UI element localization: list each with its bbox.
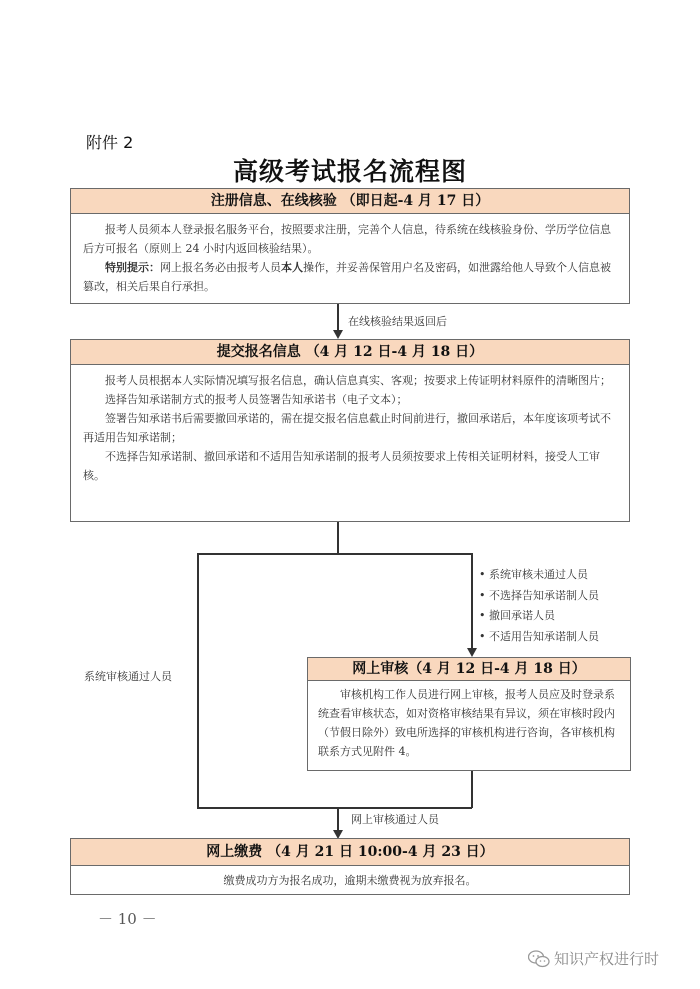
step1-box [70,188,630,304]
tip-text-before: 网上报名务必由报考人员 [160,261,281,274]
right-branch-line [471,553,473,649]
step4-body [71,866,629,890]
left-branch-note: 系统审核通过人员 [84,670,172,683]
join-horizontal [197,807,472,809]
step1-body [71,214,629,296]
tip-label: 特别提示： [105,261,160,274]
arrow1-head [333,330,343,339]
step2-heading: 提交报名信息 （4 月 12 日-4 月 18 日） [71,340,629,365]
right-note-2: • 不选择告知承诺制人员 [479,588,599,602]
right-note-3: • 撤回承诺人员 [479,609,555,622]
step4-paragraph: 缴费成功方为报名成功，逾期未缴费视为放弃报名。 [223,874,477,887]
right-branch-notes [479,565,599,647]
join-down-line [337,807,339,832]
step2-paragraph-3: 签署告知承诺书后需要撤回承诺的，需在提交报名信息截止时间前进行，撤回承诺后，本年度该项考试不再适用告知承诺制； [83,412,611,444]
right-branch-arrow [467,648,477,657]
split-horizontal [197,553,472,555]
step4-box [70,838,630,895]
split-line [337,522,339,554]
page-title: 高级考试报名流程图 [232,157,467,186]
arrow1-line [337,304,339,332]
step1-heading: 注册信息、在线核验 （即日起-4 月 17 日） [71,189,629,214]
wechat-icon [528,950,550,968]
step3-paragraph: 审核机构工作人员进行网上审核，报考人员应及时登录系统查看审核状态，如对资格审核结果有异议，须在审核时段内（节假日除外）致电所选择的审核机构进行咨询，各审核机构联系方式见附件 4。 [318,688,615,758]
step3-heading: 网上审核（4 月 12 日-4 月 18 日） [308,658,630,681]
step3-body [308,681,630,761]
step2-paragraph-4: 不选择告知承诺制、撤回承诺和不适用告知承诺制的报考人员须按要求上传相关证明材料，接受人工审核。 [83,450,600,482]
right-note-4: • 不适用告知承诺制人员 [479,629,599,643]
attachment-label: 附件 2 [86,133,134,152]
step4-heading: 网上缴费 （4 月 21 日 10:00-4 月 23 日） [71,839,629,866]
watermark [528,948,659,969]
arrow3-note: 网上审核通过人员 [351,813,439,826]
step2-body [71,365,629,485]
tip-text-after: 操作，并妥善保管用户名及密码，如泄露给他人导致个人信息被篡改，相关后果自行承担。 [83,261,611,293]
step3-box [307,657,631,771]
right-note-1: • 系统审核未通过人员 [479,568,588,581]
step3-down-line [471,771,473,808]
tip-bold: 本人 [281,261,303,274]
watermark-text: 知识产权进行时 [554,950,660,968]
left-branch-line [197,553,199,808]
step2-box [70,339,630,522]
step1-tip [83,258,617,296]
step2-paragraph-1: 报考人员根据本人实际情况填写报名信息，确认信息真实、客观；按要求上传证明材料原件的清晰图片； [105,374,611,387]
step2-paragraph-2: 选择告知承诺制方式的报考人员签署告知承诺书（电子文本）； [105,393,408,406]
page-number: － 10 － [98,910,157,928]
step1-paragraph: 报考人员须本人登录报名服务平台，按照要求注册，完善个人信息，待系统在线核验身份、学历学位信息后方可报名（原则上 24 小时内返回核验结果）。 [83,223,611,255]
arrow1-note: 在线核验结果返回后 [348,315,447,328]
